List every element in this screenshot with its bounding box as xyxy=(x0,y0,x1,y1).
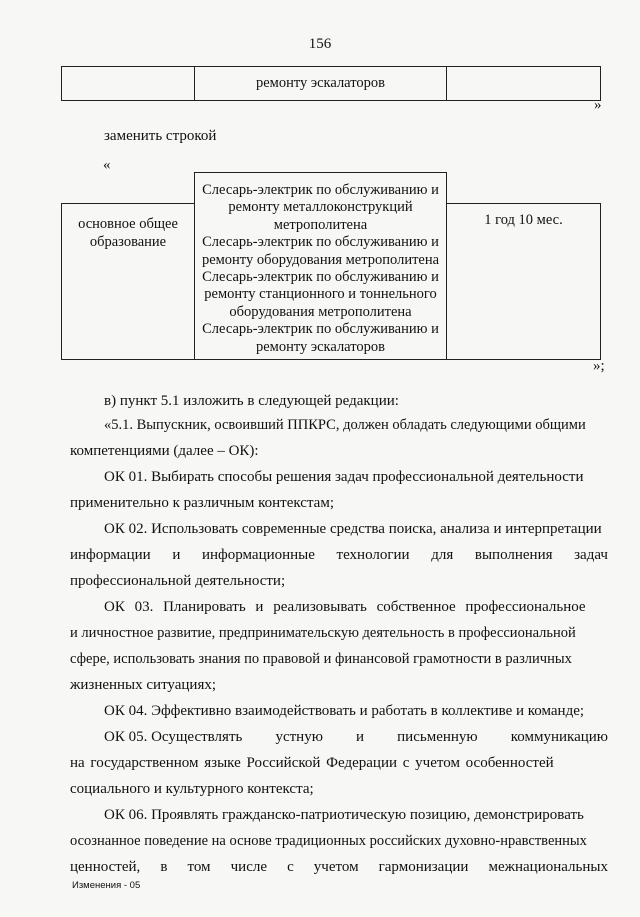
ok02-line-2-word: информационные xyxy=(201,547,315,563)
ok02-line-3: профессиональной деятельности; xyxy=(70,573,286,589)
bottom-table-cell-1-line-1: основное общее xyxy=(78,216,178,232)
ok05-line-3: социального и культурного контекста; xyxy=(70,781,314,797)
ok01-line-2: применительно к различным контекстам; xyxy=(70,495,334,511)
ok06-line-2: осознанное поведение на основе традиционных российских духовно-нравственных xyxy=(70,833,587,849)
ok05-line-1-word: ОК 05. Осуществлять xyxy=(104,729,243,745)
ok02-line-2 xyxy=(70,546,608,565)
bottom-table-cell-2-line-5: ремонту оборудования метрополитена xyxy=(201,251,440,268)
ok04-line: ОК 04. Эффективно взаимодействовать и работать в коллективе и команде; xyxy=(104,703,585,719)
ok03-line-1: ОК 03. Планировать и реализовывать собственное профессиональное xyxy=(104,599,586,615)
top-table-cell-2 xyxy=(194,66,447,101)
footer-revision: Изменения - 05 xyxy=(72,880,141,891)
ok05-line-1 xyxy=(104,728,608,747)
replace-with-label: заменить строкой xyxy=(104,128,217,144)
open-quote: « xyxy=(103,157,111,173)
bottom-table-cell-2-line-9: Слесарь-электрик по обслуживанию и xyxy=(202,321,439,338)
bottom-table-cell-3-text: 1 год 10 мес. xyxy=(484,212,563,228)
ok06-line-3-word: числе xyxy=(230,859,267,875)
ok05-line-1-word: и xyxy=(356,729,365,745)
bottom-table-cell-2-line-1: Слесарь-электрик по обслуживанию и xyxy=(202,182,439,198)
ok06-line-3-word: том xyxy=(187,859,211,875)
bottom-table-cell-2-line-4: Слесарь-электрик по обслуживанию и xyxy=(202,234,439,251)
ok05-line-1-word: письменную xyxy=(397,729,478,745)
ok06-line-3-word: гармонизации xyxy=(378,859,469,875)
ok03-line-3: сфере, использовать знания по правовой и финансовой грамотности в различных xyxy=(70,651,572,667)
ok06-line-3-word: учетом xyxy=(313,859,359,875)
ok06-line-3-word: ценностей, xyxy=(70,859,141,875)
bottom-table-cell-2-line-10: ремонту эскалаторов xyxy=(256,338,385,355)
bottom-table-cell-1 xyxy=(61,203,195,360)
bottom-table-cell-2-line-3: метрополитена xyxy=(273,216,368,233)
ok05-line-2: на государственном языке Российской Федерации с учетом особенностей xyxy=(70,755,554,771)
ok02-line-2-word: информации xyxy=(70,547,151,563)
ok05-line-1-word: устную xyxy=(275,729,323,745)
bottom-table-cell-2-line-6: Слесарь-электрик по обслуживанию и xyxy=(202,269,439,286)
ok06-line-3 xyxy=(70,858,608,877)
bottom-table-cell-2-line-7: ремонту станционного и тоннельного xyxy=(204,286,437,303)
ok03-line-4: жизненных ситуациях; xyxy=(70,677,217,693)
ok03-line-2: и личностное развитие, предпринимательскую деятельность в профессиональной xyxy=(70,625,576,641)
bottom-table-cell-1-line-2: образование xyxy=(89,234,167,250)
bottom-table-cell-2 xyxy=(194,172,447,360)
bottom-table-close-quote: »; xyxy=(593,358,605,374)
ok06-line-3-word: с xyxy=(287,859,294,875)
top-table-cell-1 xyxy=(61,66,195,101)
bottom-table-cell-2-line-8: оборудования метрополитена xyxy=(229,303,412,320)
intro-line: в) пункт 5.1 изложить в следующей редакции: xyxy=(104,393,399,409)
top-table-close-quote: » xyxy=(594,97,602,113)
bottom-table-cell-2-line-2: ремонту металлоконструкций xyxy=(228,199,413,216)
page-number: 156 xyxy=(308,36,332,52)
top-table-cell-2-text: ремонту эскалаторов xyxy=(256,75,385,91)
ok02-line-2-word: задач xyxy=(574,547,608,563)
top-table-cell-3 xyxy=(446,66,601,101)
ok02-line-2-word: выполнения xyxy=(474,547,553,563)
p51-line-2: компетенциями (далее – ОК): xyxy=(70,443,259,459)
ok01-line-1: ОК 01. Выбирать способы решения задач профессиональной деятельности xyxy=(104,469,584,485)
p51-line-1: «5.1. Выпускник, освоивший ППКРС, должен обладать следующими общими xyxy=(104,417,586,433)
ok05-line-1-word: коммуникацию xyxy=(510,729,608,745)
bottom-table-cell-3 xyxy=(446,203,601,360)
ok06-line-3-word: межнациональных xyxy=(488,859,608,875)
ok02-line-2-word: и xyxy=(172,547,181,563)
ok02-line-1: ОК 02. Использовать современные средства поиска, анализа и интерпретации xyxy=(104,521,602,537)
ok02-line-2-word: технологии xyxy=(336,547,410,563)
ok02-line-2-word: для xyxy=(431,547,454,563)
ok06-line-3-word: в xyxy=(160,859,168,875)
ok06-line-1: ОК 06. Проявлять гражданско-патриотическую позицию, демонстрировать xyxy=(104,807,584,823)
